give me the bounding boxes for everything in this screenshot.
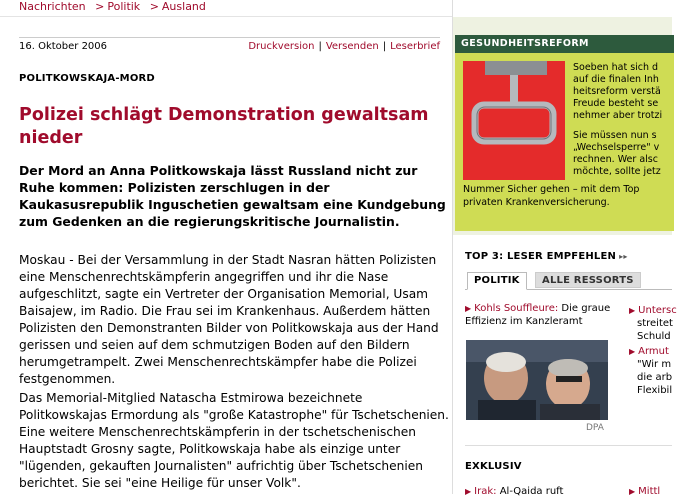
double-arrow-icon: ▸▸ [619,252,628,261]
article-teaser: Der Mord an Anna Politkowskaja lässt Russland nicht zur Ruhe kommen: Polizisten zerschlugen in der Kaukasusrepublik Inguschetien gewaltsam eine Kundgebung zum Gedenken an die regierungskritische Journalistin. [19,163,446,229]
promo-text: Soeben hat sich d auf die finalen Inh heitsreform verstä Freude besteht se nehmer aber trotzi Sie müssen nun s „Wechselsperre" v rechnen. Wer alsc möchte, sollte jetz [573,62,663,177]
breadcrumb-separator: > [149,0,159,13]
send-link[interactable]: Versenden [325,41,379,52]
divider [465,445,672,446]
promo-footer-text: Nummer Sicher gehen – mit dem Top privaten Krankenversicherung. [463,184,640,208]
exklusiv-item[interactable]: ▶ Irak: Al-Qaida ruft [465,486,564,497]
triangle-icon: ▶ [465,304,472,313]
breadcrumb-separator: > [95,0,105,13]
promo-box[interactable] [455,53,674,231]
top3-item[interactable]: ▶ Kohls Souffleure: Die graue Effizienz im Kanzleramt [465,303,611,327]
exklusiv-item[interactable]: ▶ Mittl [629,486,661,497]
divider [19,37,440,38]
triangle-icon: ▶ [465,487,472,496]
tab-politik[interactable]: POLITIK [467,272,527,290]
breadcrumb-politik[interactable]: Politik [107,0,141,13]
article-date: 16. Oktober 2006 [19,41,108,52]
article-paragraph: Moskau - Bei der Versammlung in der Stadt Nasran hätten Polizisten eine Menschenrechtskämpferin angegriffen und ihr die Nase aufgeschlitzt, sagte ein Vertreter der Organisation Memorial, Usam Baisajew, im Radio. Die Frau sei im Krankenhaus. Außerdem hätten Polizisten den Demonstranten Bilder von Politkowskaja aus der Hand gerissen und seien auf dem schmutzigen Boden auf den Bildern herumgetrampelt. Zwei Menschenrechtskämpfer habe die Polizei festgenommen. [19,253,439,386]
print-link[interactable]: Druckversion [248,41,315,52]
divider [0,16,452,17]
tab-alle-ressorts[interactable]: ALLE RESSORTS [535,272,641,288]
top3-item[interactable]: ▶ Armut "Wir m die arb Flexibil [629,346,673,396]
top3-title[interactable]: TOP 3: LESER EMPFEHLEN ▸▸ [465,251,628,262]
lever-handle-icon [463,61,565,180]
triangle-icon: ▶ [629,487,636,496]
breadcrumb-ausland[interactable]: Ausland [161,0,206,13]
breadcrumb-nachrichten[interactable]: Nachrichten [19,0,86,13]
promo-header: GESUNDHEITSREFORM [455,35,674,53]
breadcrumb [19,0,206,14]
triangle-icon: ▶ [629,306,636,315]
article-paragraph: Das Memorial-Mitglied Natascha Estmirowa bezeichnete Politkowskajas Ermordung als "große Katastrophe" für Tschetschenien. Eine weitere Menschenrechtskämpferin in der tschetschenischen Hauptstadt Grosny sagte, Politkowskaja habe als einzige unter "lügenden, gekauften Journalisten" aufrichtig über Tschetschenien berichtet. Sie sei "eine Heilige für unser Volk". [19,391,449,490]
top3-tabs [465,272,672,290]
portrait-photo [466,340,608,420]
article-tools: Druckversion | Versenden | Leserbrief [248,41,440,52]
exklusiv-title: EXKLUSIV [465,461,522,472]
lever-handle-image[interactable] [463,61,565,180]
letter-link[interactable]: Leserbrief [390,41,440,52]
triangle-icon: ▶ [629,347,636,356]
article-headline: Polizei schlägt Demonstration gewaltsam nieder [19,105,429,148]
article-kicker: POLITKOWSKAJA-MORD [19,73,155,84]
top3-item[interactable]: ▶ Untersc streitet Schuld [629,305,677,342]
news-photo[interactable] [466,340,608,420]
sidebar [453,0,677,497]
photo-credit: DPA [586,423,604,433]
